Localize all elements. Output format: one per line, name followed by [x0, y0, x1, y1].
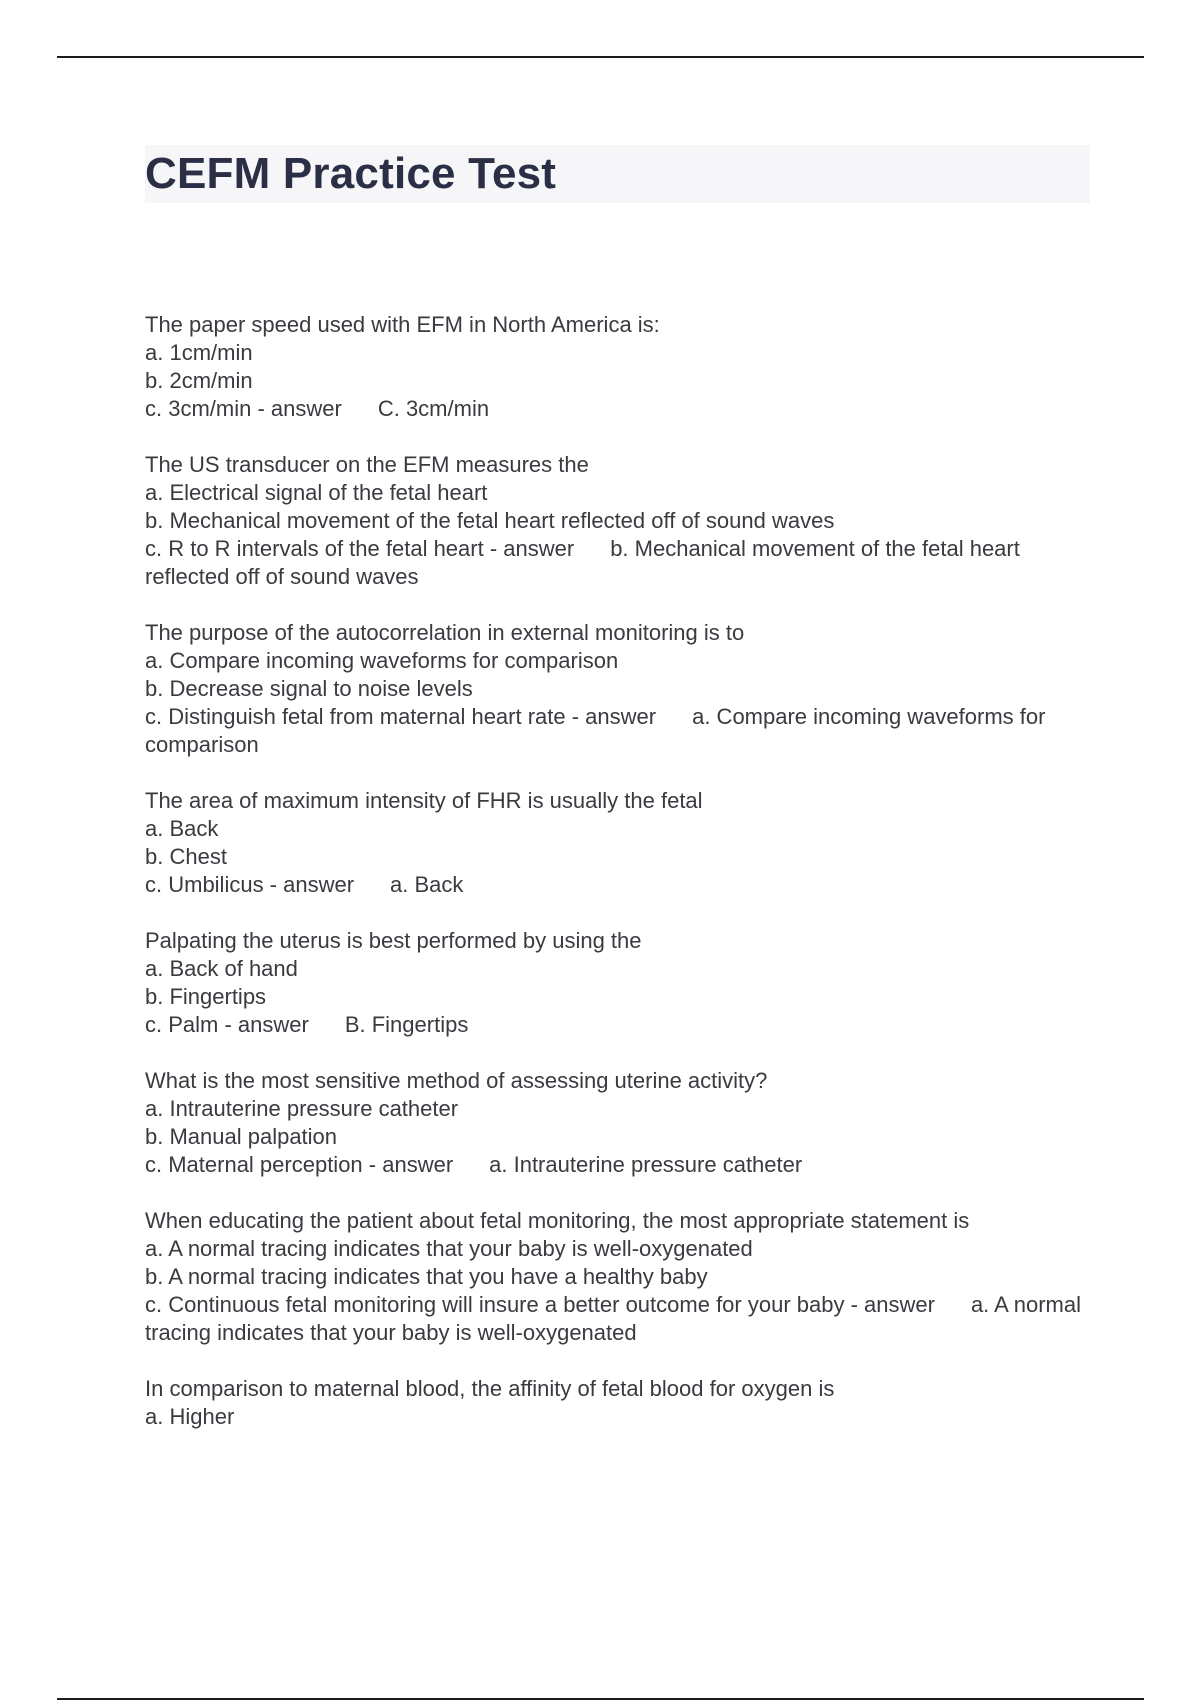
question-4 — [145, 787, 1085, 899]
option-b: b. Fingertips — [145, 984, 267, 1009]
option-b: b. A normal tracing indicates that you have a healthy baby — [145, 1264, 708, 1289]
question-prompt: When educating the patient about fetal monitoring, the most appropriate statement is — [145, 1208, 970, 1233]
question-8 — [145, 1375, 1085, 1431]
option-c-with-answer — [145, 1011, 1085, 1039]
answer-text: a. Compare incoming waveforms for comparison — [145, 704, 1046, 757]
option-b: b. Decrease signal to noise levels — [145, 676, 473, 701]
option-a: a. 1cm/min — [145, 340, 253, 365]
option-c-with-answer — [145, 535, 1085, 591]
option-c: c. Maternal perception - answer — [145, 1152, 454, 1177]
option-c-with-answer — [145, 395, 1085, 423]
option-c: c. Distinguish fetal from maternal heart rate - answer — [145, 704, 657, 729]
option-c-with-answer — [145, 1151, 1085, 1179]
question-prompt: The US transducer on the EFM measures the — [145, 452, 589, 477]
option-b: b. 2cm/min — [145, 368, 253, 393]
option-c-with-answer — [145, 871, 1085, 899]
top-rule — [57, 56, 1144, 58]
answer-text: B. Fingertips — [344, 1012, 469, 1037]
option-a: a. Back of hand — [145, 956, 298, 981]
page-title: CEFM Practice Test — [145, 149, 557, 198]
question-3 — [145, 619, 1085, 759]
option-a: a. Electrical signal of the fetal heart — [145, 480, 488, 505]
question-prompt: The purpose of the autocorrelation in external monitoring is to — [145, 620, 745, 645]
question-prompt: In comparison to maternal blood, the affinity of fetal blood for oxygen is — [145, 1376, 835, 1401]
question-prompt: Palpating the uterus is best performed by using the — [145, 928, 642, 953]
answer-text: a. Intrauterine pressure catheter — [489, 1152, 803, 1177]
option-b: b. Manual palpation — [145, 1124, 338, 1149]
answer-text: C. 3cm/min — [377, 396, 490, 421]
option-c: c. 3cm/min - answer — [145, 396, 342, 421]
answer-text: b. Mechanical movement of the fetal heart reflected off of sound waves — [145, 536, 1020, 589]
question-2 — [145, 451, 1085, 591]
question-list — [145, 311, 1085, 1459]
option-c: c. Palm - answer — [145, 1012, 309, 1037]
question-5 — [145, 927, 1085, 1039]
option-c-with-answer — [145, 703, 1085, 759]
question-6 — [145, 1067, 1085, 1179]
option-b: b. Mechanical movement of the fetal heart reflected off of sound waves — [145, 508, 835, 533]
option-a: a. A normal tracing indicates that your baby is well-oxygenated — [145, 1236, 753, 1261]
option-b: b. Chest — [145, 844, 227, 869]
option-c-with-answer — [145, 1291, 1085, 1347]
option-a: a. Intrauterine pressure catheter — [145, 1096, 459, 1121]
question-prompt: The paper speed used with EFM in North America is: — [145, 312, 660, 337]
option-a: a. Higher — [145, 1404, 235, 1429]
question-prompt: What is the most sensitive method of assessing uterine activity? — [145, 1068, 768, 1093]
option-a: a. Back — [145, 816, 219, 841]
question-7 — [145, 1207, 1085, 1347]
answer-text: a. Back — [390, 872, 464, 897]
question-prompt: The area of maximum intensity of FHR is usually the fetal — [145, 788, 703, 813]
answer-text: a. A normal tracing indicates that your baby is well-oxygenated — [145, 1292, 1082, 1345]
option-c: c. R to R intervals of the fetal heart - answer — [145, 536, 575, 561]
option-c: c. Continuous fetal monitoring will insure a better outcome for your baby - answer — [145, 1292, 935, 1317]
question-1 — [145, 311, 1085, 423]
option-a: a. Compare incoming waveforms for comparison — [145, 648, 619, 673]
option-c: c. Umbilicus - answer — [145, 872, 355, 897]
